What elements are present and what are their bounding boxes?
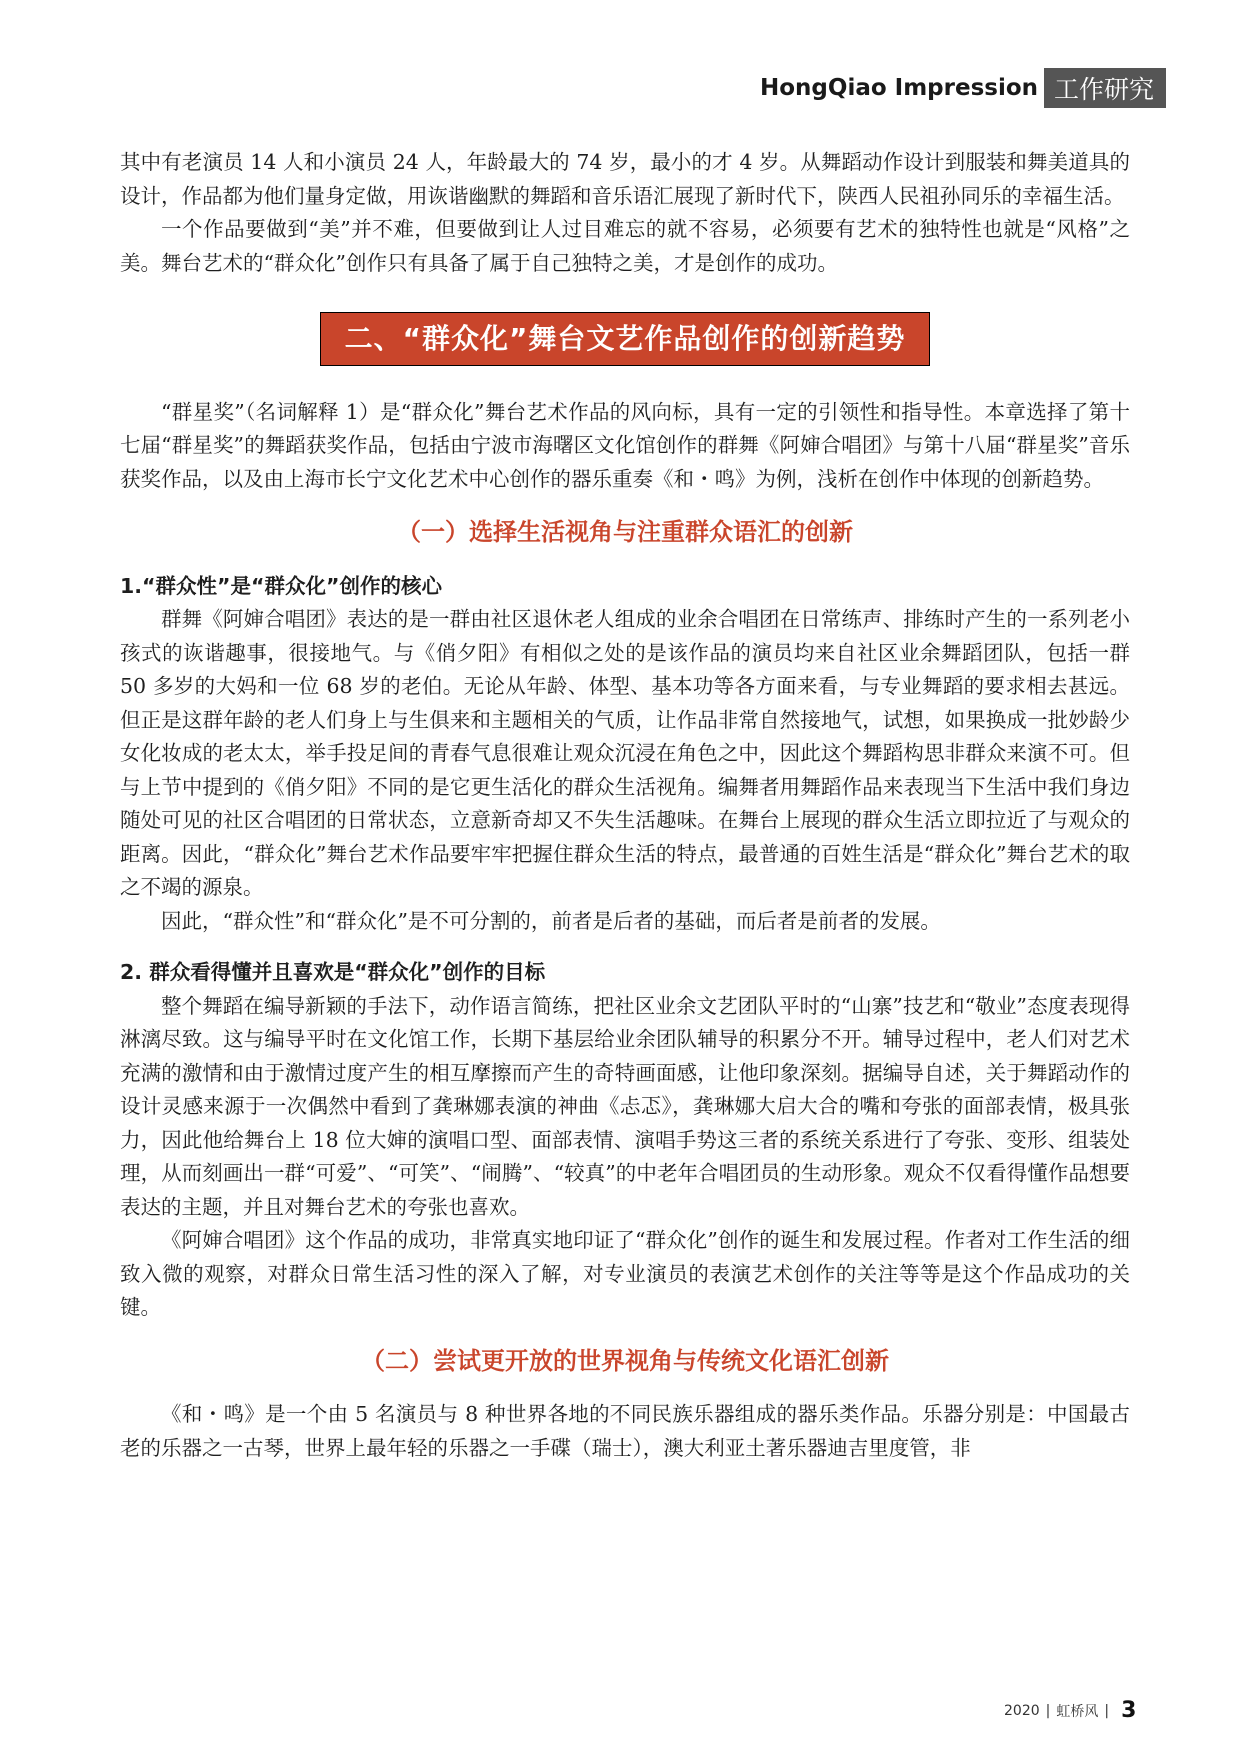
subsection-heading-1: （一）选择生活视角与注重群众语汇的创新 xyxy=(397,518,853,546)
section-heading-wrap xyxy=(120,312,1130,366)
page-footer xyxy=(1004,1698,1136,1723)
body-paragraph: 群舞《阿婶合唱团》表达的是一群由社区退休老人组成的业余合唱团在日常练声、排练时产生的一系列老小孩式的诙谐趣事，很接地气。与《俏夕阳》有相似之处的是该作品的演员均来自社区业余舞蹈团队，包括一群 50 多岁的大妈和一位 68 岁的老伯。无论从年龄、体型、基本功等各方面来看，与专业舞蹈的要求相去甚远。但正是这群年龄的老人们身上与生俱来和主题相关的气质，让作品非常自然接地气，试想，如果换成一批妙龄少女化妆成的老太太，举手投足间的青春气息很难让观众沉浸在角色之中，因此这个舞蹈构思非群众来演不可。但与上节中提到的《俏夕阳》不同的是它更生活化的群众生活视角。编舞者用舞蹈作品来表现当下生活中我们身边随处可见的社区合唱团的日常状态，立意新奇却又不失生活趣味。在舞台上展现的群众生活立即拉近了与观众的距离。因此，“群众化”舞台艺术作品要牢牢把握住群众生活的特点，最普通的百姓生活是“群众化”舞台艺术的取之不竭的源泉。 xyxy=(120,607,1130,899)
section-heading: 二、“群众化”舞台文艺作品创作的创新趋势 xyxy=(320,312,931,366)
body-paragraph: 《阿婶合唱团》这个作品的成功，非常真实地印证了“群众化”创作的诞生和发展过程。作者对工作生活的细致入微的观察，对群众日常生活习性的深入了解，对专业演员的表演艺术创作的关注等等是这个作品成功的关键。 xyxy=(120,1228,1130,1319)
footer-year: 2020 xyxy=(1004,1702,1040,1719)
body-paragraph: 《和・鸣》是一个由 5 名演员与 8 种世界各地的不同民族乐器组成的器乐类作品。乐器分别是：中国最古老的乐器之一古琴，世界上最年轻的乐器之一手碟（瑞士），澳大利亚土著乐器迪吉里度管，非 xyxy=(120,1402,1130,1460)
magazine-brand: HongQiao Impression xyxy=(760,75,1039,101)
page-number: 3 xyxy=(1121,1698,1137,1723)
body-paragraph: 整个舞蹈在编导新颖的手法下，动作语言简练，把社区业余文艺团队平时的“山寨”技艺和“敬业”态度表现得淋漓尽致。这与编导平时在文化馆工作，长期下基层给业余团队辅导的积累分不开。辅导过程中，老人们对艺术充满的激情和由于激情过度产生的相互摩擦而产生的奇特画面感，让他印象深刻。据编导自述，关于舞蹈动作的设计灵感来源于一次偶然中看到了龚琳娜表演的神曲《忐忑》，龚琳娜大启大合的嘴和夸张的面部表情，极具张力，因此他给舞台上 18 位大婶的演唱口型、面部表情、演唱手势这三者的系统关系进行了夸张、变形、组装处理，从而刻画出一群“可爱”、“可笑”、“闹腾”、“较真”的中老年合唱团员的生动形象。观众不仅看得懂作品想要表达的主题，并且对舞台艺术的夸张也喜欢。 xyxy=(120,993,1130,1219)
page-header xyxy=(760,68,1166,108)
footer-magazine: 虹桥风 xyxy=(1056,1703,1099,1720)
footer-separator: | xyxy=(1045,1702,1051,1719)
spacer xyxy=(120,938,1130,956)
article-body xyxy=(120,146,1130,1465)
subsection-heading-2: （二）尝试更开放的世界视角与传统文化语汇创新 xyxy=(361,1346,889,1375)
section-intro-paragraph: “群星奖”（名词解释 1）是“群众化”舞台艺术作品的风向标，具有一定的引领性和指导性。本章选择了第十七届“群星奖”的舞蹈获奖作品，包括由宁波市海曙区文化馆创作的群舞《阿婶合唱团》与第十八届“群星奖”音乐获奖作品，以及由上海市长宁文化艺术中心创作的器乐重奏《和・鸣》为例，浅析在创作中体现的创新趋势。 xyxy=(120,399,1130,491)
body-paragraph: 因此，“群众性”和“群众化”是不可分割的，前者是后者的基础，而后者是前者的发展。 xyxy=(161,908,941,933)
footer-separator: | xyxy=(1104,1702,1110,1719)
section-tag: 工作研究 xyxy=(1044,68,1166,108)
intro-paragraph-1: 其中有老演员 14 人和小演员 24 人，年龄最大的 74 岁，最小的才 4 岁。从舞蹈动作设计到服装和舞美道具的设计，作品都为他们量身定做，用诙谐幽默的舞蹈和音乐语汇展现了新时代下，陕西人民祖孙同乐的幸福生活。 xyxy=(120,150,1130,208)
minor-heading-2: 2. 群众看得懂并且喜欢是“群众化”创作的目标 xyxy=(120,960,546,984)
intro-paragraph-2: 一个作品要做到“美”并不难，但要做到让人过目难忘的就不容易，必须要有艺术的独特性也就是“风格”之美。舞台艺术的“群众化”创作只有具备了属于自己独特之美，才是创作的成功。 xyxy=(120,217,1130,275)
minor-heading-1: 1.“群众性”是“群众化”创作的核心 xyxy=(120,573,442,598)
